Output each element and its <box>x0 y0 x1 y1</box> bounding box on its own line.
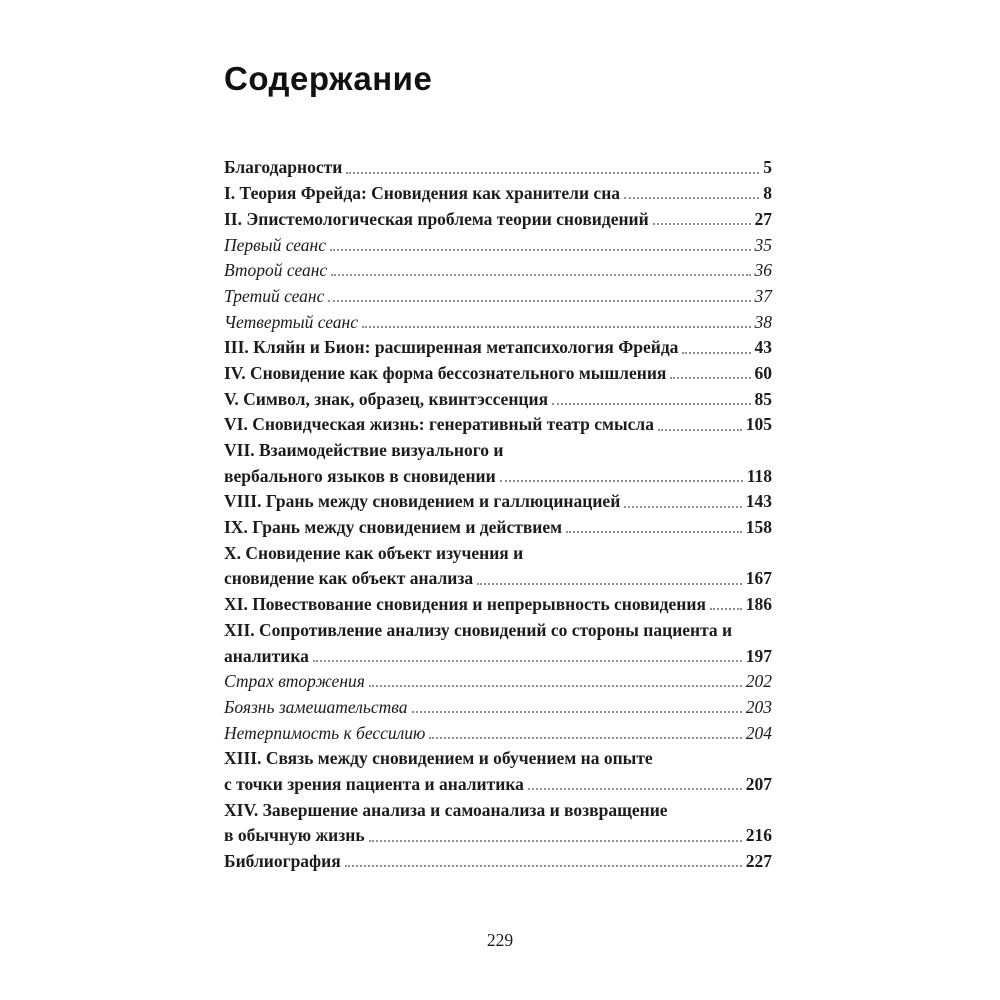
toc-entry-label: XIII. Связь между сновидением и обучением на опыте <box>224 748 653 769</box>
toc-entry <box>224 178 772 204</box>
dot-leader <box>313 660 742 662</box>
dot-leader <box>624 197 759 199</box>
toc-entry-line <box>224 358 772 384</box>
toc-page-number: 203 <box>745 696 772 717</box>
dot-leader <box>346 172 759 174</box>
toc-entry <box>224 537 772 588</box>
toc-entry-line <box>224 563 772 589</box>
toc-entry-label: Нетерпимость к бессилию <box>224 722 426 743</box>
toc-entry <box>224 358 772 384</box>
toc-entry-label: III. Кляйн и Бион: расширенная метапсихология Фрейда <box>224 337 679 358</box>
toc-entry-label: аналитика <box>224 645 309 666</box>
toc-page-number: 207 <box>745 773 772 794</box>
toc-entry-label: X. Сновидение как объект изучения и <box>224 542 524 563</box>
toc-entry-line <box>224 460 772 486</box>
dot-leader <box>369 840 742 842</box>
toc-entry-label: V. Символ, знак, образец, квинтэссенция <box>224 388 549 409</box>
toc-entry-line <box>224 409 772 435</box>
toc-entry-label: II. Эпистемологическая проблема теории сновидений <box>224 208 649 229</box>
toc-entry-line <box>224 203 772 229</box>
toc-entry <box>224 203 772 229</box>
toc-entry-line <box>224 332 772 358</box>
toc-entry-line <box>224 846 772 872</box>
toc-entry <box>224 666 772 692</box>
dot-leader <box>710 608 742 610</box>
toc-entry <box>224 589 772 615</box>
toc-entry-label: XII. Сопротивление анализу сновидений со стороны пациента и <box>224 619 733 640</box>
toc-entry <box>224 743 772 794</box>
toc-entry-line <box>224 691 772 717</box>
toc-entry <box>224 486 772 512</box>
dot-leader <box>477 583 742 585</box>
toc-entry-label: Благодарности <box>224 157 343 178</box>
toc-content <box>224 60 772 871</box>
toc-entry-line <box>224 614 772 640</box>
toc-entry-line <box>224 743 772 769</box>
dot-leader <box>500 480 743 482</box>
toc-entry <box>224 846 772 872</box>
toc-entry <box>224 717 772 743</box>
toc-entry-label: Второй сеанс <box>224 260 328 281</box>
toc-entry <box>224 512 772 538</box>
dot-leader <box>362 326 750 328</box>
toc-entry-line <box>224 152 772 178</box>
toc-list <box>224 152 772 871</box>
toc-entry-line <box>224 794 772 820</box>
dot-leader <box>429 737 741 739</box>
toc-entry <box>224 280 772 306</box>
toc-entry-label: IV. Сновидение как форма бессознательного мышления <box>224 362 667 383</box>
toc-page-number: 27 <box>754 208 772 229</box>
toc-entry-label: XIV. Завершение анализа и самоанализа и возвращение <box>224 799 668 820</box>
toc-entry <box>224 229 772 255</box>
toc-entry-label: I. Теория Фрейда: Сновидения как хранители сна <box>224 183 621 204</box>
dot-leader <box>566 531 742 533</box>
dot-leader <box>670 377 750 379</box>
toc-entry-label: VI. Сновидческая жизнь: генеративный театр смысла <box>224 414 654 435</box>
toc-entry-label: IX. Грань между сновидением и действием <box>224 517 563 538</box>
toc-entry <box>224 691 772 717</box>
toc-entry-label: в обычную жизнь <box>224 825 365 846</box>
toc-page-number: 143 <box>745 491 772 512</box>
dot-leader <box>624 506 741 508</box>
toc-entry <box>224 409 772 435</box>
toc-entry-label: сновидение как объект анализа <box>224 568 474 589</box>
toc-entry <box>224 435 772 486</box>
toc-entry-line <box>224 640 772 666</box>
toc-entry-line <box>224 229 772 255</box>
toc-entry-label: Страх вторжения <box>224 671 365 692</box>
toc-entry-line <box>224 512 772 538</box>
toc-page-number: 36 <box>754 260 772 281</box>
dot-leader <box>682 352 750 354</box>
dot-leader <box>552 403 750 405</box>
toc-page-number: 35 <box>754 234 772 255</box>
toc-entry-label: Третий сеанс <box>224 285 325 306</box>
toc-page-number: 204 <box>745 722 772 743</box>
toc-entry-line <box>224 383 772 409</box>
toc-page-number: 37 <box>754 285 772 306</box>
toc-page-number: 158 <box>745 517 772 538</box>
toc-entry <box>224 332 772 358</box>
toc-entry-line <box>224 666 772 692</box>
toc-page-number: 216 <box>745 825 772 846</box>
toc-entry <box>224 306 772 332</box>
toc-entry-line <box>224 306 772 332</box>
toc-entry-line <box>224 820 772 846</box>
dot-leader <box>345 865 742 867</box>
toc-entry <box>224 383 772 409</box>
toc-entry-label: VII. Взаимодействие визуального и <box>224 440 504 460</box>
dot-leader <box>412 711 742 713</box>
toc-entry <box>224 794 772 845</box>
toc-page-number: 43 <box>754 337 772 358</box>
toc-page-number: 105 <box>745 414 772 435</box>
dot-leader <box>369 685 742 687</box>
toc-page-number: 60 <box>754 362 772 383</box>
toc-entry-line <box>224 589 772 615</box>
toc-entry <box>224 152 772 178</box>
toc-page-number: 186 <box>745 594 772 615</box>
toc-page-number: 227 <box>745 851 772 871</box>
toc-entry-label: Четвертый сеанс <box>224 311 359 332</box>
toc-entry-line <box>224 255 772 281</box>
toc-entry <box>224 614 772 665</box>
toc-entry-label: Библиография <box>224 851 341 871</box>
toc-entry-line <box>224 178 772 204</box>
toc-page-number: 118 <box>746 465 772 486</box>
dot-leader <box>330 249 750 251</box>
dot-leader <box>658 429 742 431</box>
dot-leader <box>528 788 742 790</box>
toc-entry-label: Боязнь замешательства <box>224 696 408 717</box>
toc-entry-line <box>224 435 772 461</box>
toc-entry-line <box>224 486 772 512</box>
toc-entry-label: вербального языков в сновидении <box>224 465 496 486</box>
toc-page-number: 202 <box>745 671 772 692</box>
toc-entry <box>224 255 772 281</box>
toc-entry-line <box>224 280 772 306</box>
toc-page-number: 167 <box>745 568 772 589</box>
toc-page-number: 197 <box>745 645 772 666</box>
dot-leader <box>328 300 750 302</box>
dot-leader <box>331 274 750 276</box>
toc-entry-label: Первый сеанс <box>224 234 327 255</box>
toc-page-number: 8 <box>763 183 772 204</box>
toc-page-number: 5 <box>763 157 772 178</box>
toc-entry-label: XI. Повествование сновидения и непрерывность сновидения <box>224 594 706 615</box>
toc-page-number: 85 <box>754 388 772 409</box>
page-title: Содержание <box>224 60 433 97</box>
footer-page-number: 229 <box>486 930 514 950</box>
toc-entry-line <box>224 769 772 795</box>
toc-entry-line <box>224 717 772 743</box>
toc-entry-line <box>224 537 772 563</box>
toc-entry-label: с точки зрения пациента и аналитика <box>224 773 524 794</box>
toc-entry-label: VIII. Грань между сновидением и галлюцинацией <box>224 491 621 512</box>
dot-leader <box>653 223 751 225</box>
toc-page-number: 38 <box>754 311 772 332</box>
